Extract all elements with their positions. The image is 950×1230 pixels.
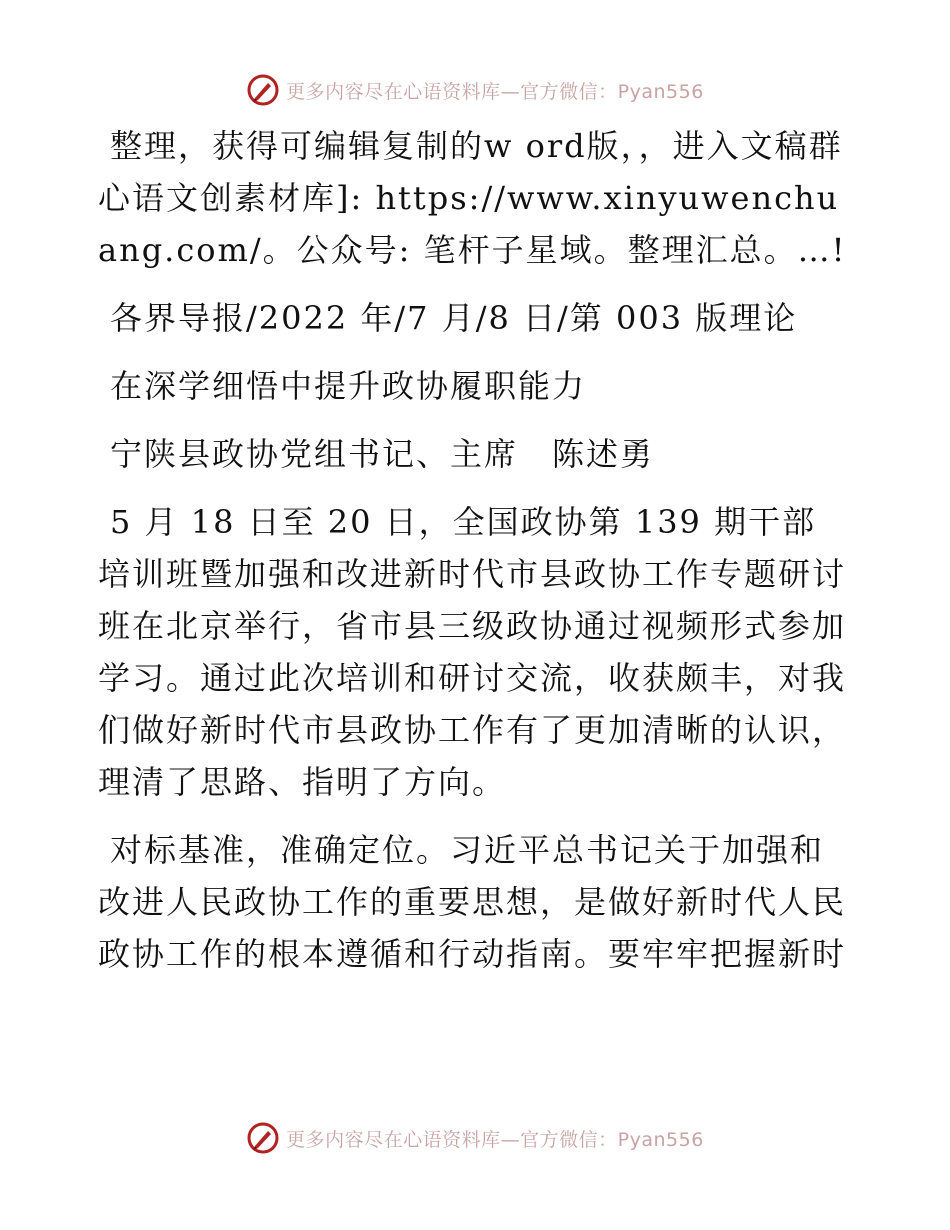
intro-paragraph: 整理，获得可编辑复制的w ord版，，进入文稿群心语文创素材库]: https://www.xinyuwenchuang.com/。公众号: 笔杆子星域。整理汇总。…! xyxy=(98,127,847,269)
footer-banner xyxy=(0,1118,950,1158)
pen-circle-logo-icon xyxy=(246,73,280,107)
body-paragraph-2: 对标基准，准确定位。习近平总书记关于加强和改进人民政协工作的重要思想，是做好新时代人民政协工作的根本遵循和行动指南。要牢牢把握新时 xyxy=(98,831,847,973)
author-line: 宁陕县政协党组书记、主席 陈述勇 xyxy=(110,435,655,473)
pen-circle-logo-icon xyxy=(246,1121,280,1155)
source-line: 各界导报/2022 年/7 月/8 日/第 003 版理论 xyxy=(110,299,798,337)
footer-banner-text: 更多内容尽在心语资料库—官方微信：Pyan556 xyxy=(286,1128,704,1151)
article-title: 在深学细悟中提升政协履职能力 xyxy=(110,367,587,405)
header-banner xyxy=(0,70,950,110)
body-paragraph-1: 5 月 18 日至 20 日，全国政协第 139 期干部培训班暨加强和改进新时代市县政协工作专题研讨班在北京举行，省市县三级政协通过视频形式参加学习。通过此次培训和研讨交流，收获颇丰，对我们做好新时代市县政协工作有了更加清晰的认识，理清了思路、指明了方向。 xyxy=(98,503,847,801)
document-body xyxy=(98,120,848,996)
header-banner-text: 更多内容尽在心语资料库—官方微信：Pyan556 xyxy=(286,80,704,103)
